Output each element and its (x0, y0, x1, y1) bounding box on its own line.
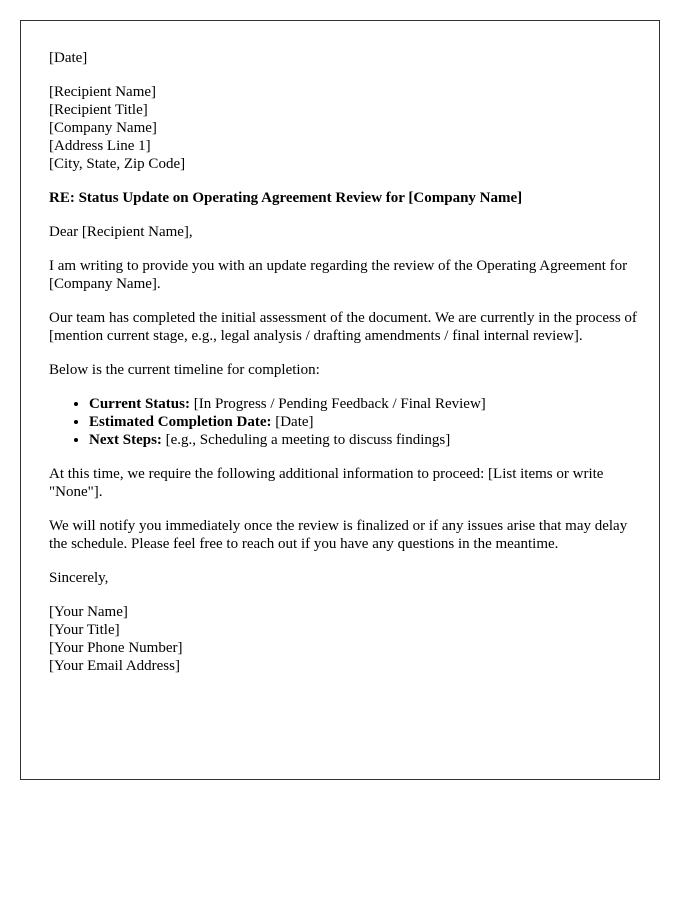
list-item (89, 395, 639, 413)
timeline-label: Next Steps: (89, 432, 162, 448)
timeline-value: [Date] (271, 414, 314, 430)
recipient-title: [Recipient Title] (49, 102, 148, 118)
progress-paragraph: Our team has completed the initial assessment of the document. We are currently in the process of [mention current stage, e.g., legal analysis / drafting amendments / final internal review]. (49, 310, 637, 344)
list-item (89, 431, 639, 449)
timeline-value: [In Progress / Pending Feedback / Final Review] (189, 396, 486, 412)
letter-date: [Date] (49, 50, 88, 66)
recipient-address-line-1: [Address Line 1] (49, 138, 151, 154)
timeline-value: [e.g., Scheduling a meeting to discuss findings] (161, 432, 451, 448)
letter-page (20, 20, 660, 780)
timeline-label: Current Status: (89, 396, 190, 412)
timeline-label: Estimated Completion Date: (89, 414, 272, 430)
intro-paragraph: I am writing to provide you with an update regarding the review of the Operating Agreement for [Company Name]. (49, 258, 628, 292)
salutation: Dear [Recipient Name], (49, 224, 193, 240)
timeline-intro: Below is the current timeline for completion: (49, 362, 320, 378)
sender-block (49, 603, 639, 675)
recipient-city-state-zip: [City, State, Zip Code] (49, 156, 186, 172)
timeline-list (49, 395, 639, 449)
sender-name: [Your Name] (49, 604, 128, 620)
closing-paragraph: We will notify you immediately once the review is finalized or if any issues arise that may delay the schedule. Please feel free to reach out if you have any questions in the meantime. (49, 518, 628, 552)
sender-phone: [Your Phone Number] (49, 640, 183, 656)
recipient-block (49, 83, 639, 173)
sender-email: [Your Email Address] (49, 658, 180, 674)
recipient-name: [Recipient Name] (49, 84, 157, 100)
list-item (89, 413, 639, 431)
info-request-paragraph: At this time, we require the following additional information to proceed: [List items or write "None"]. (49, 466, 604, 500)
sender-title: [Your Title] (49, 622, 120, 638)
signoff: Sincerely, (49, 570, 109, 586)
recipient-company: [Company Name] (49, 120, 157, 136)
letter-body (49, 49, 639, 691)
subject-line: RE: Status Update on Operating Agreement Review for [Company Name] (49, 190, 523, 206)
